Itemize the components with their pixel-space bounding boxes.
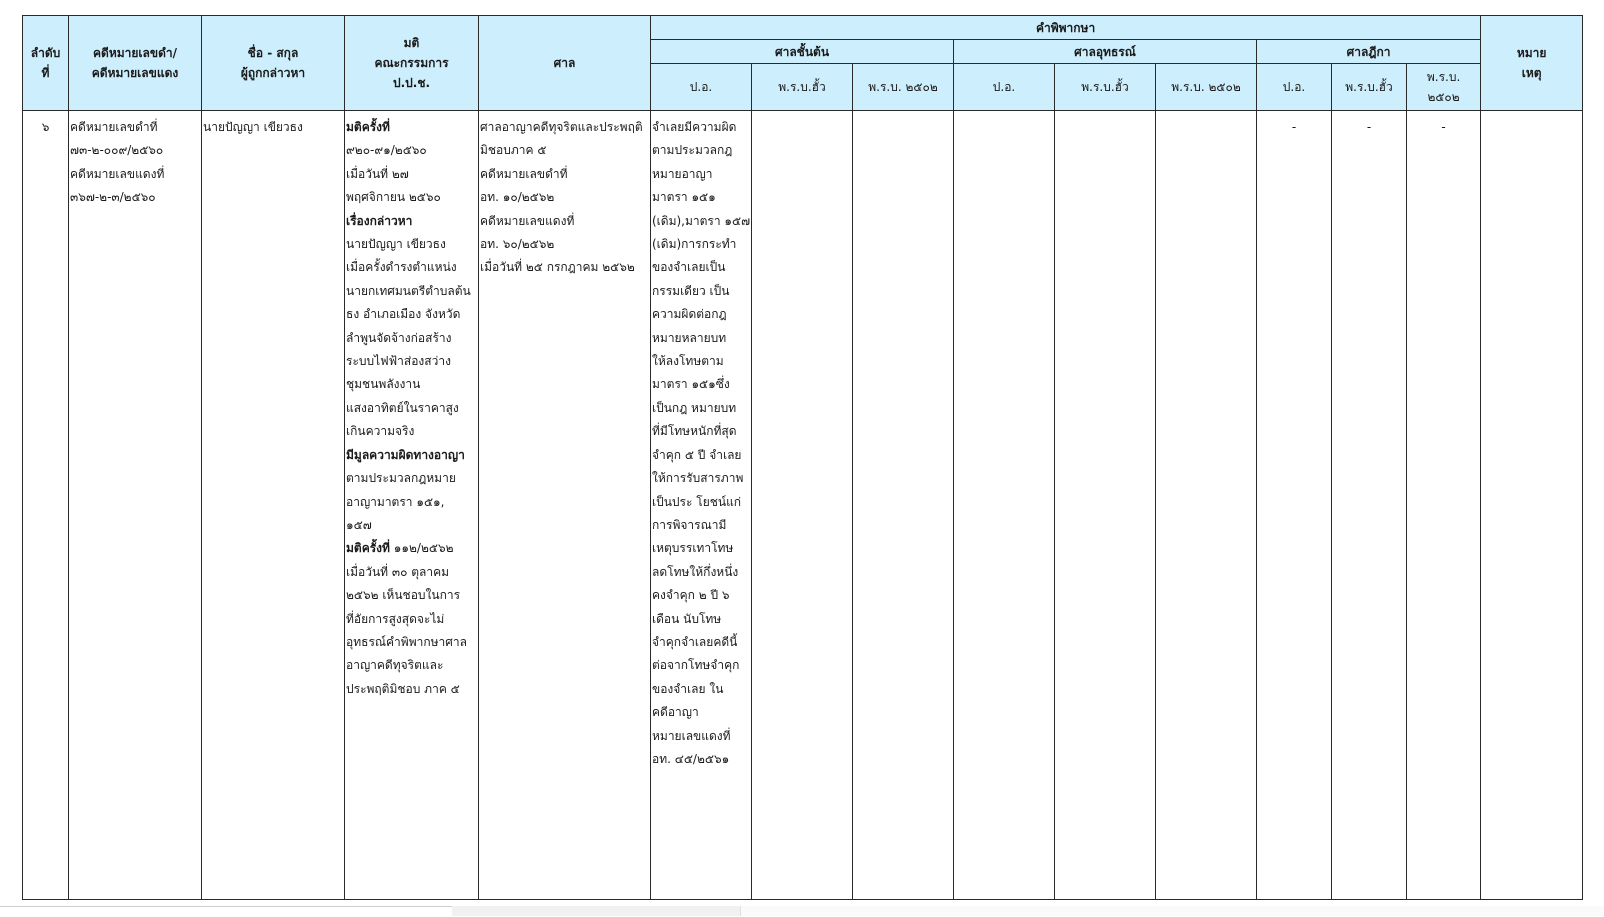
cell-supreme-prb-2502: - (1407, 111, 1481, 900)
cell-appeal-prb-2502 (1156, 111, 1257, 900)
header-case-numbers: คดีหมายเลขดำ/ คดีหมายเลขแดง (69, 16, 202, 111)
judgment-table (22, 15, 1583, 900)
header-appeal-prb-2502: พ.ร.บ. ๒๕๐๒ (1156, 64, 1257, 111)
cell-first-pa: จำเลยมีความผิด ตามประมวลกฎ หมายอาญา มาตรา ๑๕๑ (เดิม),มาตรา ๑๕๗ (เดิม)การกระทำ ของจำเลยเป็น กรรมเดียว เป็น ความผิดต่อกฎ หมายหลายบท ให้ลงโทษตาม มาตรา ๑๕๑ซึ่ง เป็นกฎ หมายบท ที่มีโทษหนักที่สุด จำคุก ๕ ปี จำเลย ให้การรับสารภาพ เป็นประ โยชน์แก่ การพิจารณามี เหตุบรรเทาโทษ ลดโทษให้กึ่งหนึ่ง คงจำคุก ๒ ปี ๖ เดือน นับโทษ จำคุกจำเลยคดีนี้ ต่อจากโทษจำคุก ของจำเลย ใน คดีอาญา หมายเลขแดงที่ อท. ๔๕/๒๕๖๑ (651, 111, 752, 900)
cell-no: ๖ (23, 111, 69, 900)
cell-appeal-prb-hua (1055, 111, 1156, 900)
header-supreme-prb-2502: พ.ร.บ. ๒๕๐๒ (1407, 64, 1481, 111)
cell-court: ศาลอาญาคดีทุจริตและประพฤติ มิชอบภาค ๕ คดีหมายเลขดำที่ อท. ๑๐/๒๕๖๒ คดีหมายเลขแดงที่ อท. ๖๐/๒๕๖๒ เมื่อวันที่ ๒๕ กรกฎาคม ๒๕๖๒ (479, 111, 651, 900)
header-appeal-prb-hua: พ.ร.บ.ฮั้ว (1055, 64, 1156, 111)
header-court: ศาล (479, 16, 651, 111)
cell-case-numbers: คดีหมายเลขดำที่ ๗๓-๒-๐๐๙/๒๕๖๐ คดีหมายเลขแดงที่ ๓๖๗-๒-๓/๒๕๖๐ (69, 111, 202, 900)
cell-name: นายปัญญา เขียวธง (202, 111, 345, 900)
header-appeal: ศาลอุทธรณ์ (954, 40, 1257, 64)
header-name: ชื่อ - สกุล ผู้ถูกกล่าวหา (202, 16, 345, 111)
judgment-table-sheet (22, 15, 1582, 900)
table-row (23, 111, 1583, 900)
header-judgment: คำพิพากษา (651, 16, 1481, 40)
window-bottom-strip (0, 906, 1604, 916)
cell-remarks (1481, 111, 1583, 900)
header-supreme-prb-hua: พ.ร.บ.ฮั้ว (1332, 64, 1407, 111)
bottom-strip-right (740, 906, 1604, 916)
header-appeal-pa: ป.อ. (954, 64, 1055, 111)
cell-resolution: มติครั้งที่ ๙๒๐-๙๑/๒๕๖๐ เมื่อวันที่ ๒๗ พฤศจิกายน ๒๕๖๐ เรื่องกล่าวหา นายปัญญา เขียวธง เมื่อครั้งดำรงตำแหน่ง นายกเทศมนตรีตำบลต้น ธง อำเภอเมือง จังหวัด ลำพูนจัดจ้างก่อสร้าง ระบบไฟฟ้าส่องสว่าง ชุมชนพลังงาน แสงอาทิตย์ในราคาสูง เกินความจริง มีมูลความผิดทางอาญา ตามประมวลกฎหมาย อาญามาตรา ๑๕๑, ๑๕๗ มติครั้งที่ ๑๑๒/๒๕๖๒ เมื่อวันที่ ๓๐ ตุลาคม ๒๕๖๒ เห็นชอบในการ ที่อัยการสูงสุดจะไม่ อุทธรณ์คำพิพากษาศาล อาญาคดีทุจริตและ ประพฤติมิชอบ ภาค ๕ (345, 111, 479, 900)
header-supreme: ศาลฎีกา (1257, 40, 1481, 64)
cell-appeal-pa (954, 111, 1055, 900)
cell-supreme-pa: - (1257, 111, 1332, 900)
cell-first-prb-2502 (853, 111, 954, 900)
header-remarks: หมาย เหตุ (1481, 16, 1583, 111)
bottom-strip-left (0, 906, 452, 917)
header-supreme-pa: ป.อ. (1257, 64, 1332, 111)
header-first-instance: ศาลชั้นต้น (651, 40, 954, 64)
header-resolution: มติ คณะกรรมการ ป.ป.ช. (345, 16, 479, 111)
header-first-prb-hua: พ.ร.บ.ฮั้ว (752, 64, 853, 111)
cell-supreme-prb-hua: - (1332, 111, 1407, 900)
header-no: ลำดับ ที่ (23, 16, 69, 111)
cell-first-prb-hua (752, 111, 853, 900)
header-first-prb-2502: พ.ร.บ. ๒๕๐๒ (853, 64, 954, 111)
header-first-pa: ป.อ. (651, 64, 752, 111)
